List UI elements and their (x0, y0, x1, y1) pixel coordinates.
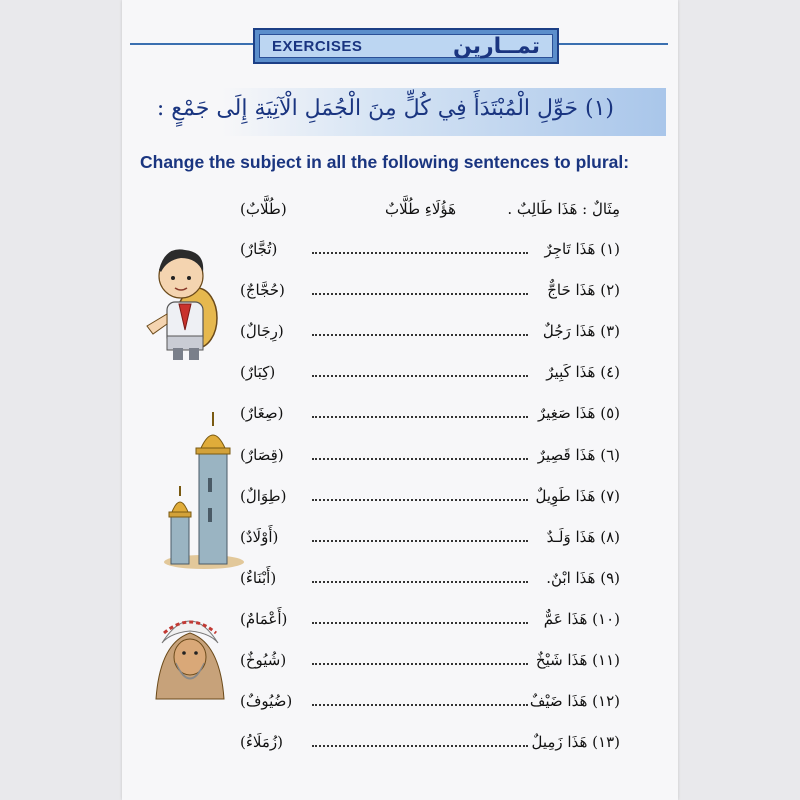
answer-blank[interactable] (312, 416, 528, 418)
exercise-row (240, 733, 620, 763)
exercise-sentence: (٨) هَذَا وَلَـدٌ (546, 528, 620, 546)
instruction-english: Change the subject in all the following sentences to plural: (140, 152, 630, 172)
exercise-row (240, 240, 620, 270)
answer-blank[interactable] (312, 540, 528, 542)
example-sentence: مِثَالٌ : هَذَا طَالِبٌ . (507, 200, 620, 218)
plural-hint: (طِوَالٌ) (240, 487, 287, 505)
answer-blank[interactable] (312, 704, 528, 706)
plural-hint: (صِغَارٌ) (240, 404, 284, 422)
exercise-row (240, 446, 620, 476)
instruction-arabic: (١) حَوِّلِ الْمُبْتَدَأَ فِي كُلٍّ مِنَ الْجُمَلِ الْآتِيَةِ إِلَى جَمْعٍ : (156, 96, 614, 121)
exercise-sentence: (٩) هَذَا ابْنٌ. (546, 569, 620, 587)
exercise-row (240, 404, 620, 434)
plural-hint: (زُمَلَاءُ) (240, 733, 283, 751)
exercise-sentence: (٢) هَذَا حَاجٌّ (547, 281, 620, 299)
header-rule-right (558, 43, 668, 45)
plural-hint: (كِبَارٌ) (240, 363, 276, 381)
minaret-illustration (163, 408, 245, 570)
plural-hint: (ضُيُوفٌ) (240, 692, 293, 710)
sheikh-illustration (150, 603, 230, 703)
exercise-sentence: (٣) هَذَا رَجُلٌ (542, 322, 620, 340)
exercise-sentence: (١٣) هَذَا زَمِيلٌ (531, 733, 620, 751)
example-hint: (طُلَّابٌ) (240, 200, 287, 218)
plural-hint: (أَبْنَاءٌ) (240, 569, 277, 587)
exercise-sentence: (١٢) هَذَا ضَيْفٌ (529, 692, 620, 710)
exercise-row (240, 569, 620, 599)
example-answer: هَؤُلَاءِ طُلَّابٌ (385, 200, 457, 218)
answer-blank[interactable] (312, 458, 528, 460)
exercise-row (240, 487, 620, 517)
exercise-sentence: (٥) هَذَا صَغِيرٌ (537, 404, 620, 422)
answer-blank[interactable] (312, 499, 528, 501)
exercises-header-inner (259, 34, 553, 58)
exercise-sentence: (١) هَذَا تَاجِرٌ (544, 240, 620, 258)
exercise-row (240, 528, 620, 558)
header-title-arabic: تمــارين (452, 33, 540, 59)
answer-blank[interactable] (312, 622, 528, 624)
answer-blank[interactable] (312, 581, 528, 583)
exercise-sentence: (٧) هَذَا طَوِيلٌ (535, 487, 620, 505)
exercise-sentence: (١٠) هَذَا عَمٌّ (543, 610, 620, 628)
header-title-english: EXERCISES (272, 37, 363, 55)
answer-blank[interactable] (312, 663, 528, 665)
exercise-sentence: (٦) هَذَا قَصِيرٌ (537, 446, 620, 464)
exercise-row (240, 281, 620, 311)
boy-illustration (145, 240, 223, 362)
answer-blank[interactable] (312, 375, 528, 377)
plural-hint: (رِجَالٌ) (240, 322, 284, 340)
plural-hint: (تُجَّارٌ) (240, 240, 278, 258)
exercises-header (253, 28, 559, 64)
plural-hint: (أَوْلَادٌ) (240, 528, 279, 546)
answer-blank[interactable] (312, 252, 528, 254)
exercise-row (240, 322, 620, 352)
answer-blank[interactable] (312, 334, 528, 336)
exercise-row (240, 651, 620, 681)
answer-blank[interactable] (312, 745, 528, 747)
exercise-row (240, 610, 620, 640)
plural-hint: (أَعْمَامٌ) (240, 610, 288, 628)
plural-hint: (شُيُوخٌ) (240, 651, 287, 669)
answer-blank[interactable] (312, 293, 528, 295)
exercise-row (240, 363, 620, 393)
example-row (240, 200, 620, 230)
header-rule-left (130, 43, 255, 45)
exercise-row (240, 692, 620, 722)
plural-hint: (حُجَّاجٌ) (240, 281, 285, 299)
exercise-sentence: (١١) هَذَا شَيْخٌ (535, 651, 620, 669)
exercise-sentence: (٤) هَذَا كَبِيرٌ (546, 363, 620, 381)
plural-hint: (قِصَارٌ) (240, 446, 284, 464)
